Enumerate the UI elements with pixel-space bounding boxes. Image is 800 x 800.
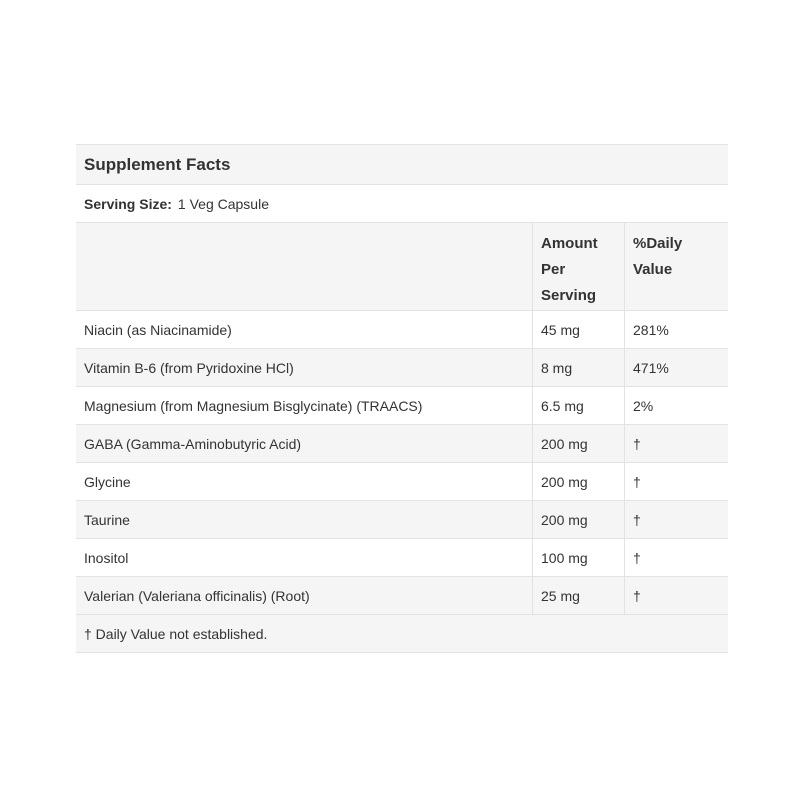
header-amount-per-serving: Amount Per Serving — [532, 223, 624, 310]
supplement-facts-table — [76, 144, 728, 653]
serving-size-row — [76, 185, 728, 223]
table-row — [76, 311, 728, 349]
nutrient-name: GABA (Gamma-Aminobutyric Acid) — [84, 435, 302, 452]
nutrient-amount: 25 mg — [532, 577, 624, 614]
nutrient-name: Valerian (Valeriana officinalis) (Root) — [84, 587, 310, 604]
nutrient-amount: 8 mg — [532, 349, 624, 386]
table-row — [76, 501, 728, 539]
nutrient-amount: 200 mg — [532, 501, 624, 538]
serving-size-label: Serving Size: — [84, 195, 172, 212]
table-row — [76, 387, 728, 425]
table-row — [76, 425, 728, 463]
table-row — [76, 349, 728, 387]
nutrient-daily-value: † — [624, 501, 728, 538]
nutrient-name: Niacin (as Niacinamide) — [84, 321, 232, 338]
nutrient-amount: 45 mg — [532, 311, 624, 348]
nutrient-amount: 6.5 mg — [532, 387, 624, 424]
nutrient-daily-value: 471% — [624, 349, 728, 386]
nutrient-name: Inositol — [84, 549, 129, 566]
nutrient-name: Vitamin B-6 (from Pyridoxine HCl) — [84, 359, 294, 376]
table-row — [76, 539, 728, 577]
nutrient-daily-value: † — [624, 463, 728, 500]
nutrient-amount: 200 mg — [532, 463, 624, 500]
nutrient-daily-value: † — [624, 425, 728, 462]
nutrient-amount: 100 mg — [532, 539, 624, 576]
table-row — [76, 577, 728, 615]
serving-size-value: 1 Veg Capsule — [177, 195, 269, 212]
header-name-cell — [76, 223, 532, 310]
nutrient-amount: 200 mg — [532, 425, 624, 462]
nutrient-name: Magnesium (from Magnesium Bisglycinate) (TRAACS) — [84, 397, 423, 414]
nutrient-name: Glycine — [84, 473, 131, 490]
nutrient-name: Taurine — [84, 511, 130, 528]
nutrient-daily-value: 2% — [624, 387, 728, 424]
nutrient-daily-value: † — [624, 577, 728, 614]
daily-value-footnote: † Daily Value not established. — [76, 615, 728, 653]
table-row — [76, 463, 728, 501]
header-daily-value: %Daily Value — [624, 223, 728, 310]
facts-title: Supplement Facts — [76, 145, 728, 185]
nutrient-daily-value: 281% — [624, 311, 728, 348]
nutrient-daily-value: † — [624, 539, 728, 576]
column-header-row — [76, 223, 728, 311]
